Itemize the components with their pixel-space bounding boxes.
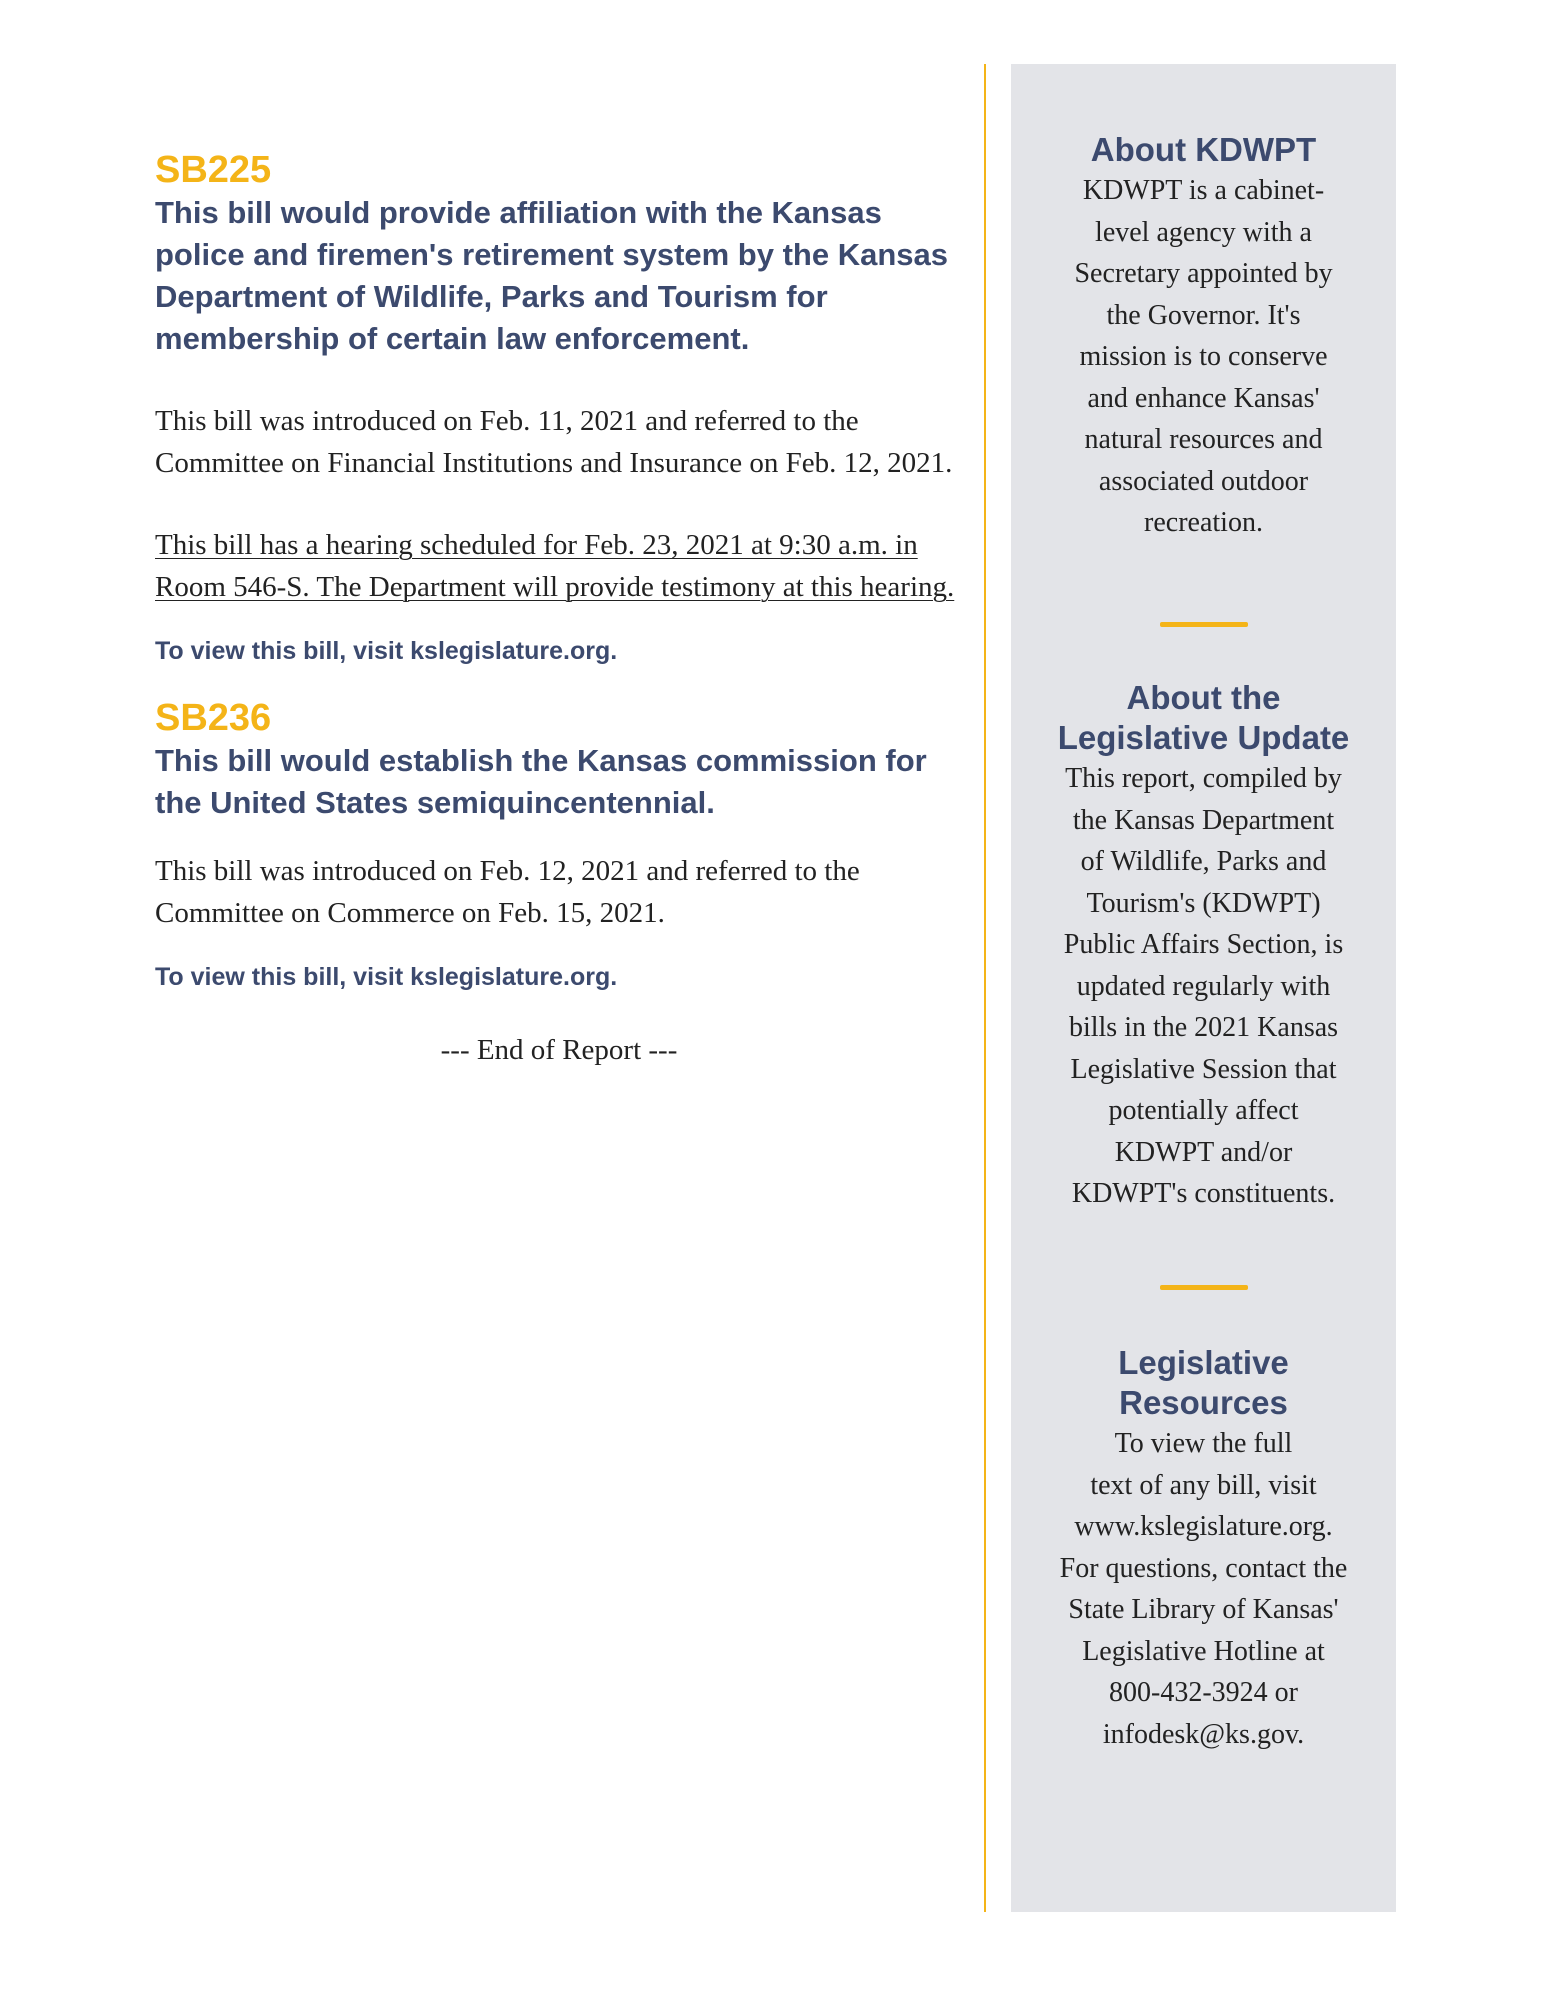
resources-contact-text: For questions, contact the State Library of Kansas' Legislative Hotline at 800-432-3924 or infodesk@ks.gov. xyxy=(1011,1548,1396,1756)
infodesk-email[interactable]: infodesk@ks.gov. xyxy=(1102,1718,1305,1750)
bill-code: SB225 xyxy=(155,149,272,191)
accent-divider xyxy=(1011,1285,1396,1290)
about-kdwpt-section xyxy=(1011,130,1396,544)
view-bill-link[interactable]: To view this bill, visit kslegislature.org. xyxy=(155,963,618,991)
end-of-report: --- End of Report --- xyxy=(440,1034,678,1066)
about-update-text: This report, compiled by the Kansas Department of Wildlife, Parks and Tourism's (KDWPT) Public Affairs Section, is updated regularly with bills in the 2021 Kansas Legislative Session that potentially affect KDWPT and/or KDWPT's constituents. xyxy=(1063,763,1344,1209)
accent-divider xyxy=(1011,622,1396,627)
bill-sb225 xyxy=(155,148,963,668)
bill-list xyxy=(155,148,963,1070)
bill-sb236 xyxy=(155,696,963,994)
resources-heading: Legislative Resources xyxy=(1118,1344,1289,1421)
bill-code: SB236 xyxy=(155,697,272,739)
bill-title: This bill would establish the Kansas commission for the United States semiquincentennial. xyxy=(155,743,927,820)
bill-status: This bill was introduced on Feb. 11, 2021 and referred to the Committee on Financial Institutions and Insurance on Feb. 12, 2021. xyxy=(155,405,953,479)
about-update-heading: About the Legislative Update xyxy=(1057,679,1350,756)
resources-section xyxy=(1011,1343,1396,1755)
hotline-phone[interactable]: 800-432-3924 or xyxy=(1109,1677,1298,1708)
sidebar xyxy=(1011,64,1396,1912)
about-update-section xyxy=(1011,678,1396,1215)
kslegislature-link[interactable]: www.kslegislature.org. xyxy=(1074,1511,1333,1542)
column-divider xyxy=(984,64,986,1912)
bill-hearing: This bill has a hearing scheduled for Feb. 23, 2021 at 9:30 a.m. in Room 546-S. The Department will provide testimony at this hearing. xyxy=(155,529,955,603)
bill-title: This bill would provide affiliation with the Kansas police and firemen's retirement system by the Kansas Department of Wildlife, Parks and Tourism for membership of certain law enforcement. xyxy=(155,195,948,356)
about-kdwpt-text: KDWPT is a cabinet- level agency with a Secretary appointed by the Governor. It's mission is to conserve and enhance Kansas' natural resources and associated outdoor recreation. xyxy=(1074,175,1333,538)
about-kdwpt-heading: About KDWPT xyxy=(1090,131,1317,168)
resources-view-text: To view the full text of any bill, visit www.kslegislature.org. xyxy=(1011,1423,1396,1548)
view-bill-link[interactable]: To view this bill, visit kslegislature.org. xyxy=(155,637,618,665)
bill-status: This bill was introduced on Feb. 12, 2021 and referred to the Committee on Commerce on Feb. 15, 2021. xyxy=(155,855,860,929)
